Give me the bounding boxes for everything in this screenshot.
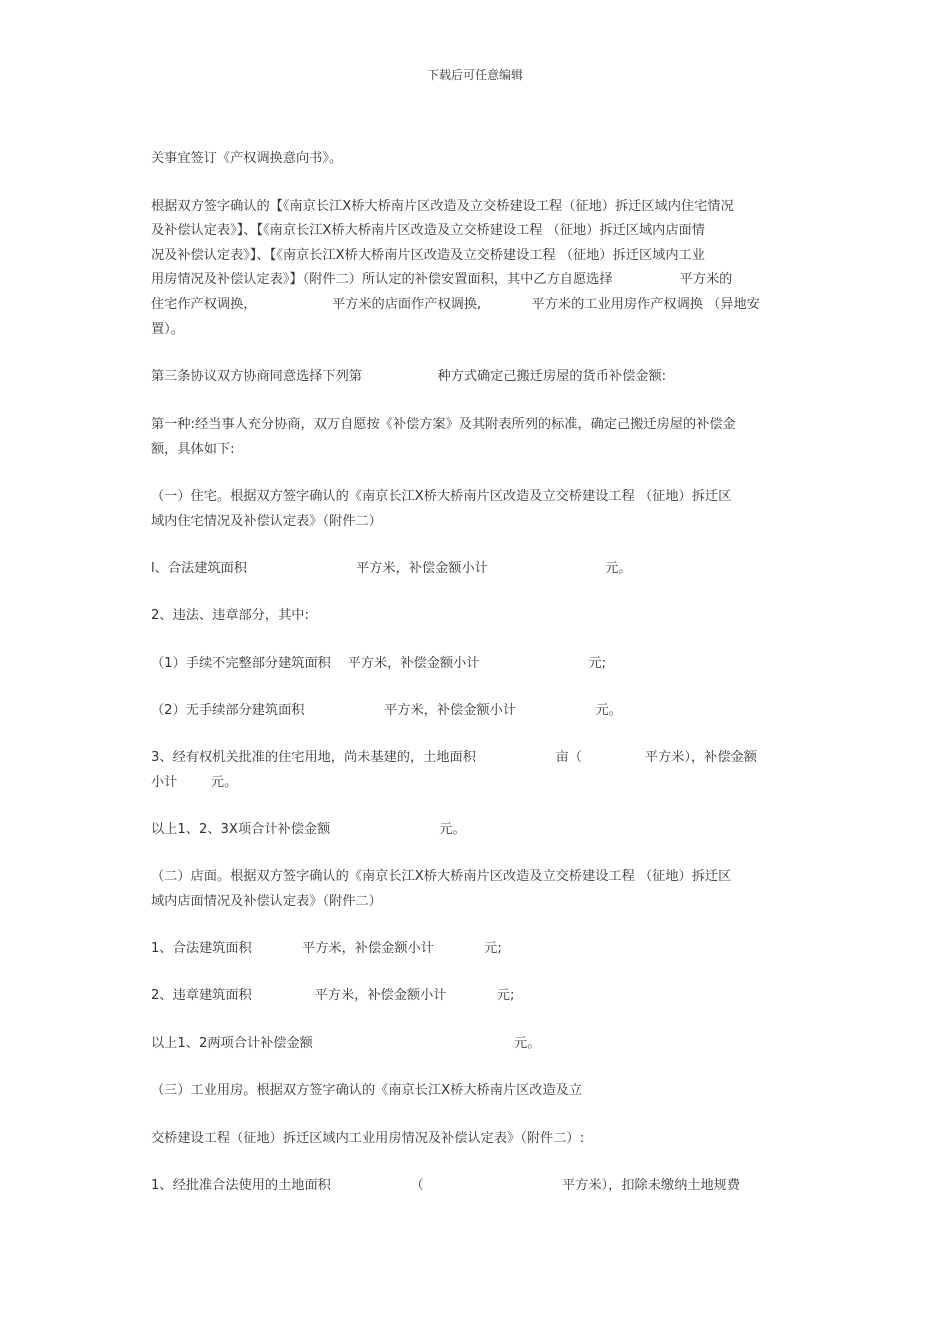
text-line: 住宅作产权调换， 平方米的店面作产权调换, 平方米的工业用房作产权调换 （异地安 xyxy=(151,297,760,312)
text-line: l、合法建筑面积 平方米，补偿金额小计 元。 xyxy=(151,561,632,576)
text-line: 小计 元。 xyxy=(151,775,238,790)
text-line: 关事宜签订《产权调换意向书》。 xyxy=(151,151,343,166)
text-line: （一）住宅。根据双方签字确认的《南京长江Ⅹ桥大桥南片区改造及立交桥建设工程 （征地）拆迁区 xyxy=(151,489,732,504)
text-line: 域内店面情况及补偿认定表》（附件二） xyxy=(151,894,382,909)
text-line: 以上1、2两项合计补偿金额 元。 xyxy=(151,1036,541,1051)
text-line: 1、合法建筑面积 平方米，补偿金额小计 元; xyxy=(151,941,502,956)
text-line: 况及补偿认定表》】、【《南京长江Ⅹ桥大桥南片区改造及立交桥建设工程 （征地）拆迁区域内工业 xyxy=(151,248,705,263)
text-line: 2、违法、违章部分，其中: xyxy=(151,608,309,623)
text-line: 用房情况及补偿认定表》】（附件二）所认定的补偿安置面积，其中乙方自愿选择 平方米的 xyxy=(151,272,733,287)
text-line: （2）无手续部分建筑面积 平方米，补偿金额小计 元。 xyxy=(151,703,622,718)
text-line: 置）。 xyxy=(151,322,184,337)
text-line: 3、经有权机关批准的住宅用地，尚未基建的，土地面积 亩（ 平方米），补偿金额 xyxy=(151,750,757,765)
text-line: 交桥建设工程（征地）拆迁区域内工业用房情况及补偿认定表》（附件二）: xyxy=(151,1131,585,1146)
text-line: （三）工业用房。根据双方签字确认的《南京长江Ⅹ桥大桥南片区改造及立 xyxy=(151,1083,583,1098)
text-line: 以上1、2、3X项合计补偿金额 元。 xyxy=(151,822,466,837)
text-line: （1）手续不完整部分建筑面积 平方米，补偿金额小计 元; xyxy=(151,656,607,671)
text-line: 及补偿认定表》】、【《南京长江Ⅹ桥大桥南片区改造及立交桥建设工程 （征地）拆迁区域内店面情 xyxy=(151,223,705,238)
text-line: 第一种:经当事人充分协商，双万自愿按《补偿方案》及其附表所列的标准，确定己搬迁房屋的补偿金 xyxy=(151,417,736,432)
text-line: 第三条协议双方协商同意选择下列第 种方式确定己搬迁房屋的货币补偿金额: xyxy=(151,369,667,384)
text-line: 2、违章建筑面积 平方米，补偿金额小计 元; xyxy=(151,988,515,1003)
text-line: 1、经批准合法使用的土地面积 （ 平方米），扣除未缴纳土地规费 xyxy=(151,1178,741,1193)
text-line: 根据双方签字确认的【《南京长江Ⅹ桥大桥南片区改造及立交桥建设工程（征地）拆迁区域内住宅情况 xyxy=(151,199,734,214)
text-line: 额，具体如下: xyxy=(151,442,235,457)
text-line: （二）店面。根据双方签字确认的《南京长江Ⅹ桥大桥南片区改造及立交桥建设工程 （征地）拆迁区 xyxy=(151,869,732,884)
page-header: 下载后可任意编辑 xyxy=(426,68,523,82)
text-line: 域内住宅情况及补偿认定表》（附件二） xyxy=(151,514,382,529)
